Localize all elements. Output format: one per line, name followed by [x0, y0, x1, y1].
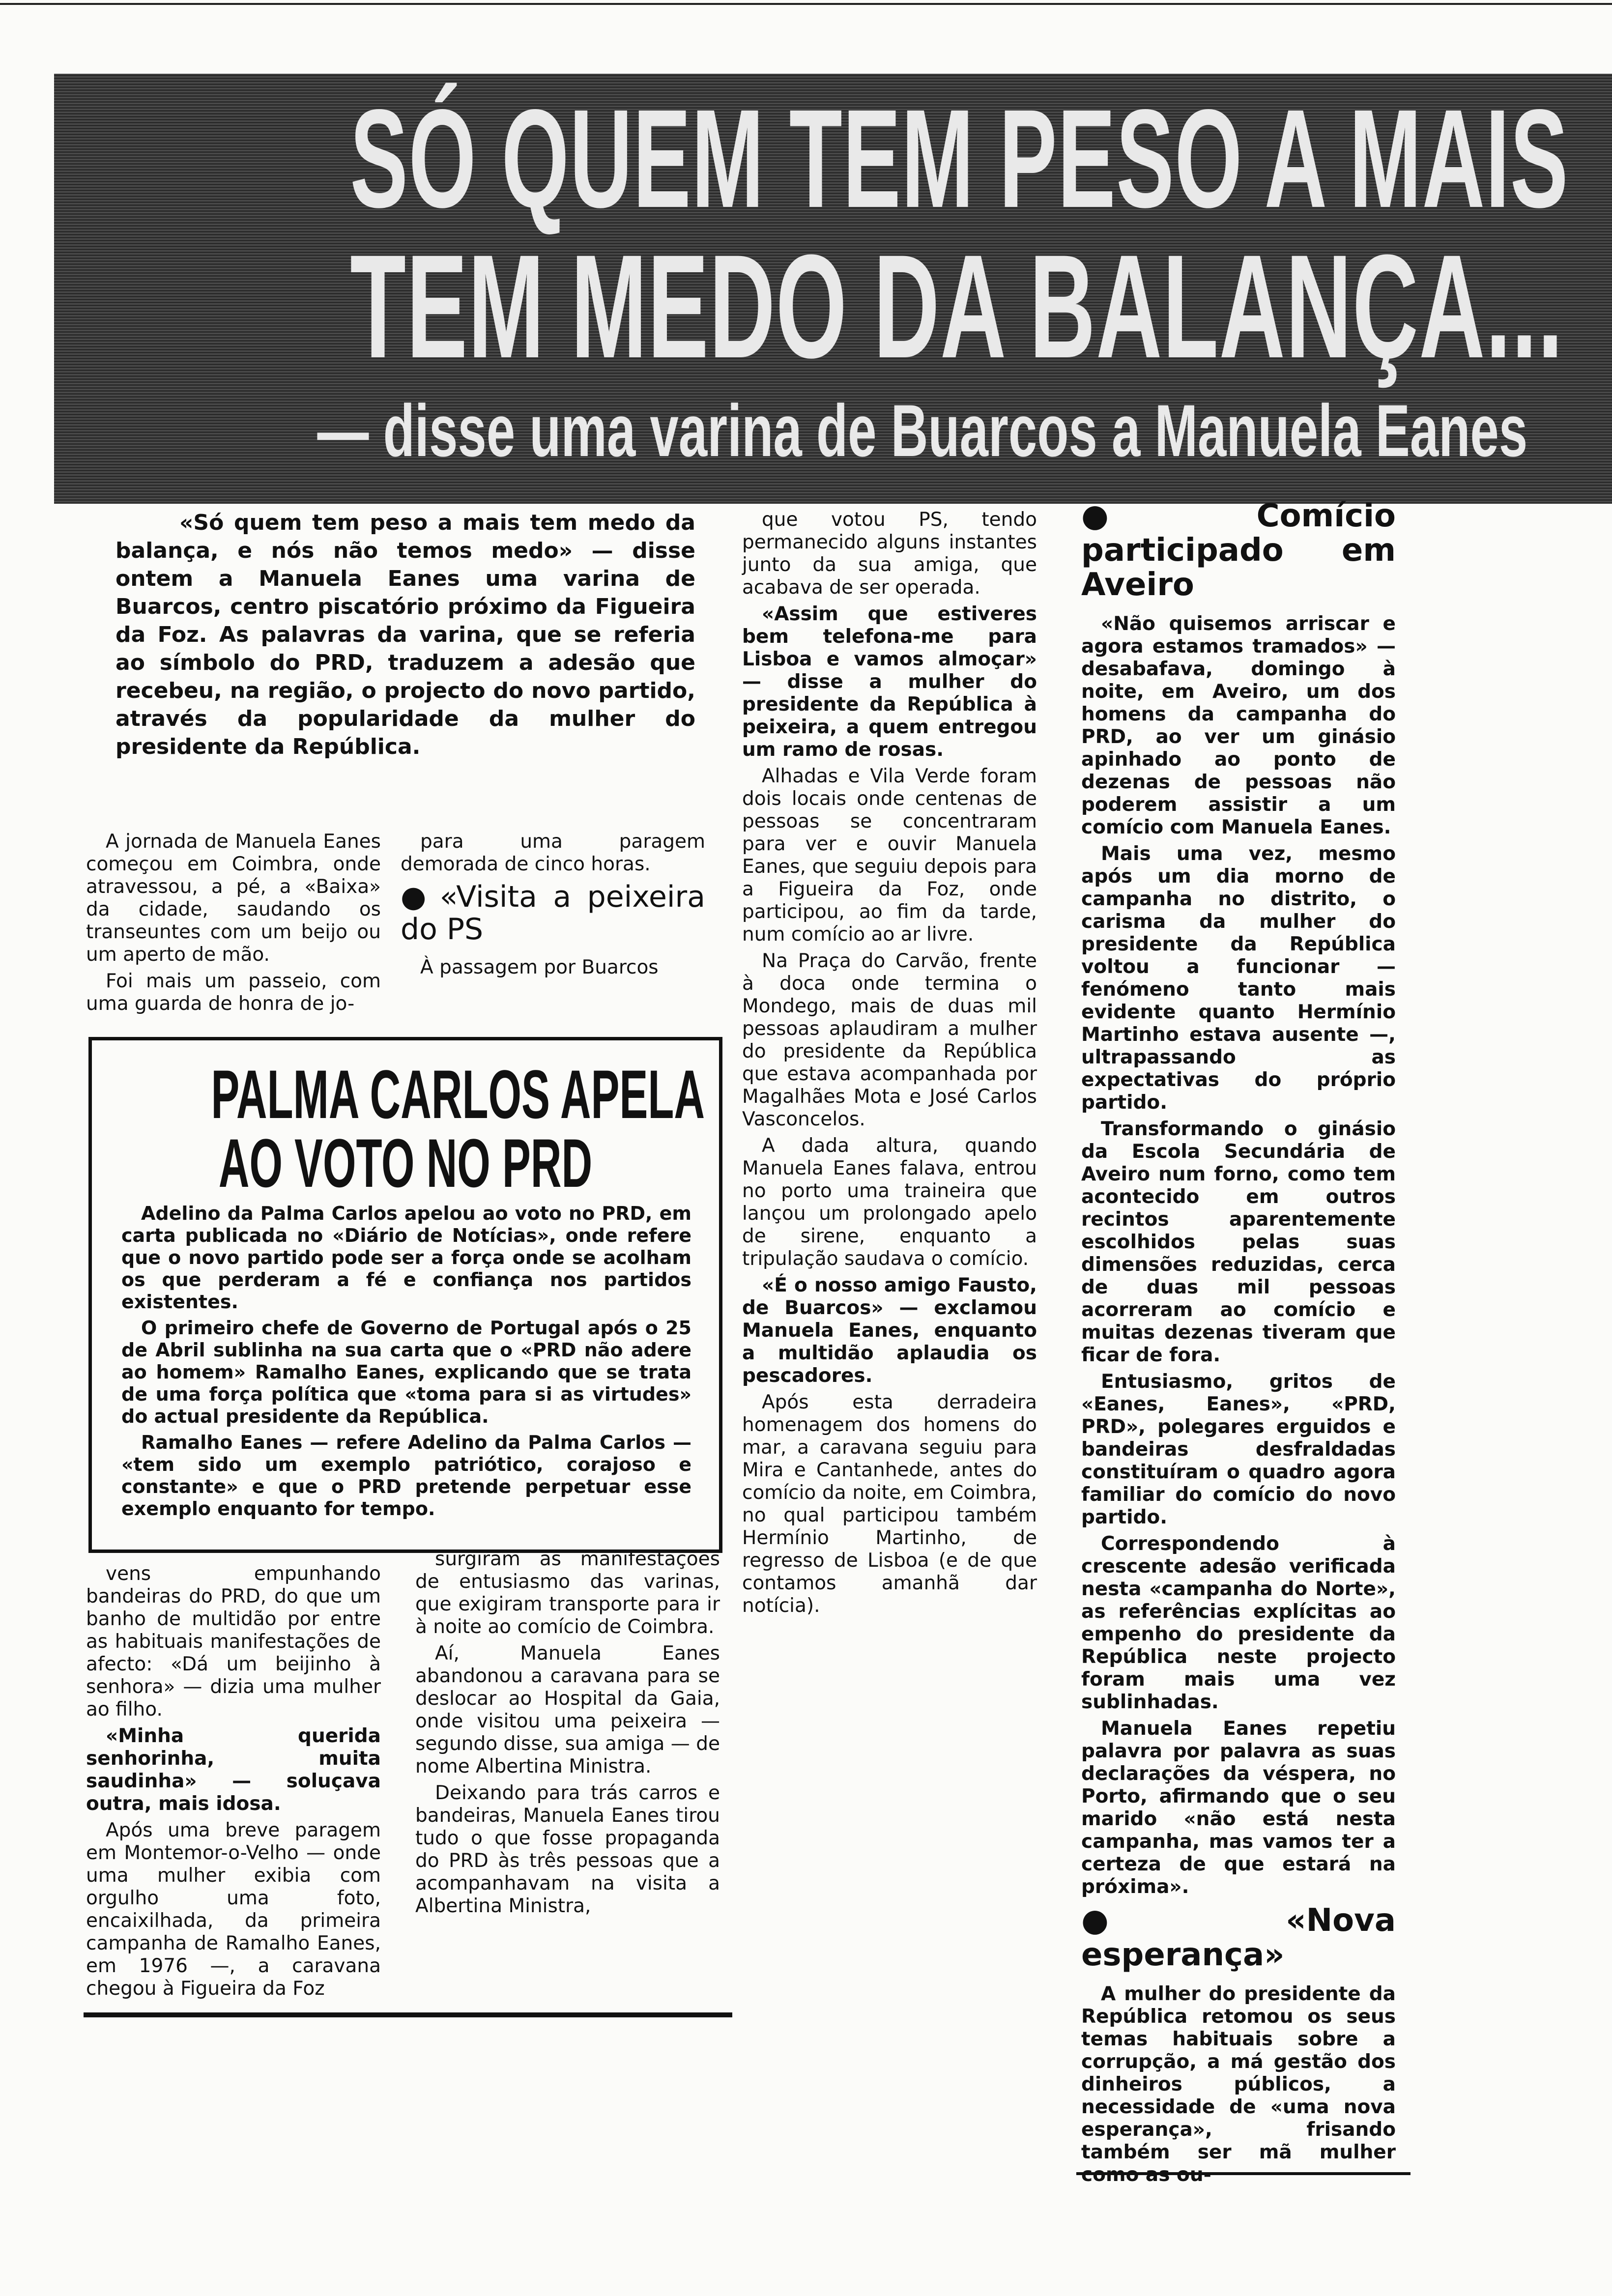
paragraph: «Não quisemos arriscar e agora estamos tramados» — desabafava, domingo à noite, em Aveiro, um dos homens da campanha do PRD, ao ver um ginásio apinhado ao ponto de dezenas de pessoas não poderem assistir a um comício com Manuela Eanes. [1081, 613, 1396, 838]
paragraph: A mulher do presidente da República retomou os seus temas habituais sobre a corrupção, a má gestão dos dinheiros públicos, a necessidade de «uma nova esperança», frisando também ser mã mulher [1081, 1983, 1396, 2163]
headline-line-2: TEM MEDO DA BALANÇA... [350, 224, 1564, 389]
bottom-rule-right [1076, 2172, 1410, 2175]
bottom-rule [84, 2012, 732, 2017]
column-2-top [401, 831, 705, 983]
paragraph: «Assim que estiveres bem telefona-me para Lisboa e vamos almoçar» — disse a mulher do presidente da República à peixeira, a quem entregou um ramo de rosas. [742, 603, 1037, 761]
paragraph: «É o nosso amigo Fausto, de Buarcos» — exclamou Manuela Eanes, enquanto a multidão aplaudia os pescadores. [742, 1274, 1037, 1387]
paragraph: vens empunhando bandeiras do PRD, do que um banho de multidão por entre as habituais manifestações de afecto: «Dá um beijinho à senhora» — dizia uma mulher ao filho. [86, 1563, 381, 1721]
paragraph: para uma paragem demorada de cinco horas. [401, 831, 705, 875]
headline-line-1: SÓ QUEM TEM PESO A MAIS [350, 81, 1569, 237]
paragraph: que votou PS, tendo permanecido alguns instantes junto da sua amiga, que acabava de ser operada. [742, 509, 1037, 599]
paragraph: Após uma breve paragem em Montemor-o-Velho — onde uma mulher exibia com orgulho uma foto, encaixilhada, da primeira campanha de Ramalho Eanes, em 1976 —, a caravana chegou à Figueira da Foz [86, 1819, 381, 2000]
subhead-comicio: ● Comício participado em Aveiro [1081, 499, 1396, 602]
paragraph: surgiram as manifestações de entusiasmo das varinas, que exigiram transporte para ir à noite ao comício de Coimbra. [415, 1548, 720, 1638]
palma-carlos-box [88, 1037, 722, 1553]
paragraph: Correspondendo à crescente adesão verificada nesta «campanha do Norte», as referências explícitas ao empenho do presidente da República neste projecto foram mais uma vez sublinhadas. [1081, 1533, 1396, 1713]
headline-subline: — disse uma varina de Buarcos a Manuela Eanes [317, 389, 1528, 472]
box-title-1: PALMA CARLOS APELA [211, 1056, 705, 1133]
column-3 [742, 509, 1037, 1621]
column-4 [1081, 494, 1396, 2190]
paragraph: A jornada de Manuela Eanes começou em Coimbra, onde atravessou, a pé, a «Baixa» da cidade, saudando os transeuntes com um beijo ou um aperto de mão. [86, 831, 381, 966]
paragraph: Mais uma vez, mesmo após um dia morno de campanha no distrito, o carisma da mulher do presidente da República voltou a funcionar — fenómeno tanto mais evidente quanto Hermínio Martinho estava ausente —, ultrapassando as expectativas do próprio partido. [1081, 843, 1396, 1114]
paragraph: Ramalho Eanes — refere Adelino da Palma Carlos — «tem sido um exemplo patriótico, corajoso e constante» e que o PRD pretende perpetuar esse exemplo enquanto for tempo. [121, 1432, 691, 1520]
lead-text: «Só quem tem peso a mais tem medo da balança, e nós não temos medo» — disse ontem a Manuela Eanes uma varina de Buarcos, centro piscatório próximo da Figueira da Foz. As palavras da varina, que se referia ao símbolo do PRD, traduzem a adesão que recebeu, na região, o projecto do novo partido, através da popularidade da mulher do presidente da República. [115, 510, 695, 759]
paragraph: Após esta derradeira homenagem dos homens do mar, a caravana seguiu para Mira e Cantanhede, antes do comício da noite, em Coimbra, no qual participou também Hermínio Martinho, de regresso de Lisboa (e de que contamos amanhã dar notícia). [742, 1391, 1037, 1617]
box-title-2: AO VOTO NO PRD [218, 1124, 593, 1202]
paragraph: Manuela Eanes repetiu palavra por palavra as suas declarações da véspera, no Porto, afirmando que o seu marido «não está nesta campanha, mas vamos ter a certeza de que estará na próxima». [1081, 1718, 1396, 1898]
subhead-visita: ● «Visita a peixeira do PS [401, 881, 705, 946]
paragraph: A dada altura, quando Manuela Eanes falava, entrou no porto uma traineira que lançou um prolongado apelo de sirene, enquanto a tripulação saudava o comício. [742, 1135, 1037, 1270]
paragraph: Foi mais um passeio, com uma guarda de honra de jo- [86, 970, 381, 1015]
column-1-bottom [86, 1563, 381, 2004]
lead-paragraph [115, 509, 695, 765]
paragraph: Aí, Manuela Eanes abandonou a caravana para se deslocar ao Hospital da Gaia, onde visitou uma peixeira — segundo disse, sua amiga — de nome Albertina Ministra. [415, 1642, 720, 1778]
paragraph: À passagem por Buarcos [420, 956, 659, 978]
column-1-top [86, 831, 381, 1019]
paragraph: Adelino da Palma Carlos apelou ao voto no PRD, em carta publicada no «Diário de Notícias», onde refere que o novo partido pode ser a força onde se acolham os que perderam a fé e confiança nos partidos existentes. [121, 1203, 691, 1313]
paragraph: «Minha querida senhorinha, muita saudinha» — soluçava outra, mais idosa. [86, 1725, 381, 1815]
paragraph: Alhadas e Vila Verde foram dois locais onde centenas de pessoas se concentraram para ver e ouvir Manuela Eanes, que seguiu depois para a Figueira da Foz, onde participou, ao fim da tarde, num comício ao ar livre. [742, 765, 1037, 946]
box-body [121, 1203, 691, 1524]
top-rule [0, 3, 1612, 5]
paragraph: Entusiasmo, gritos de «Eanes, Eanes», «PRD, PRD», polegares erguidos e bandeiras desfraldadas constituíram o quadro agora familiar do comício do novo partido. [1081, 1371, 1396, 1528]
paragraph: Na Praça do Carvão, frente à doca onde termina o Mondego, mais de duas mil pessoas aplaudiram a mulher do presidente da República que estava acompanhada por Magalhães Mota e José Carlos Vasconcelos. [742, 950, 1037, 1130]
paragraph: Deixando para trás carros e bandeiras, Manuela Eanes tirou tudo o que fosse propaganda do PRD às três pessoas que a acompanhavam na visita a Albertina Ministra, [415, 1782, 720, 1917]
paragraph: O primeiro chefe de Governo de Portugal após o 25 de Abril sublinha na sua carta que o «PRD não adere ao homem» Ramalho Eanes, explicando que se trata de uma força política que «toma para si as virtudes» do actual presidente da República. [121, 1317, 691, 1427]
subhead-nova-esperanca: ● «Nova esperança» [1081, 1903, 1396, 1972]
headline-banner [54, 74, 1612, 504]
paragraph: Transformando o ginásio da Escola Secundária de Aveiro num forno, como tem acontecido em outros recintos aparentemente escolhidos pelas suas dimensões reduzidas, cerca de duas mil pessoas acorreram ao comício e muitas dezenas tiveram que ficar de fora. [1081, 1118, 1396, 1366]
column-2-bottom [415, 1548, 720, 1922]
